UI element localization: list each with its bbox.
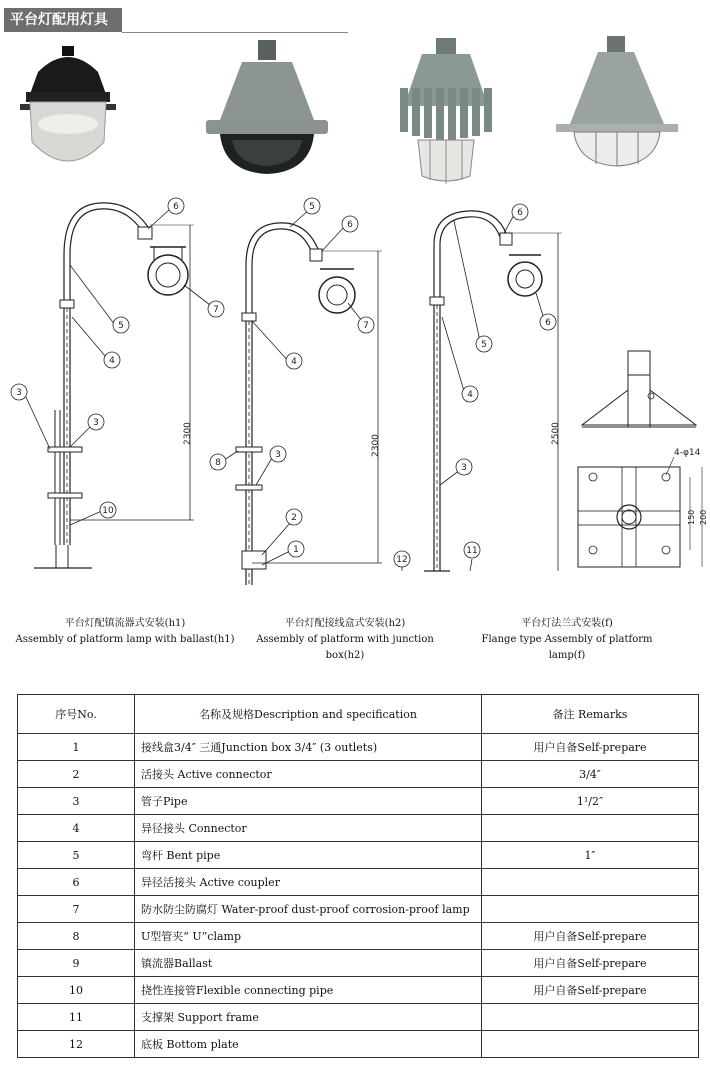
header-no: 序号No. [18, 695, 135, 734]
section-title-rule [122, 32, 348, 33]
svg-text:7: 7 [213, 305, 219, 315]
cell-remarks: 用户自备Self-prepare [482, 950, 699, 977]
svg-text:3: 3 [16, 388, 22, 398]
cell-remarks: 用户自备Self-prepare [482, 977, 699, 1004]
cell-no: 8 [18, 923, 135, 950]
cell-no: 11 [18, 1004, 135, 1031]
svg-text:7: 7 [363, 321, 369, 331]
table-row [18, 923, 699, 950]
svg-text:4: 4 [291, 357, 297, 367]
flange-dim-150: 150 [687, 509, 696, 525]
svg-text:3: 3 [275, 450, 281, 460]
height-label-h2: 2300 [371, 434, 381, 457]
cell-remarks [482, 815, 699, 842]
svg-text:4: 4 [467, 390, 473, 400]
diagram-junction-box-installation [236, 223, 382, 585]
cell-description: 底板 Bottom plate [135, 1031, 482, 1058]
table-row [18, 734, 699, 761]
table-row [18, 869, 699, 896]
cell-remarks [482, 896, 699, 923]
header-description: 名称及规格Description and specification [135, 695, 482, 734]
explosion-proof-lamp-black-icon [18, 42, 118, 182]
cell-description: U型管夹“ U”clamp [135, 923, 482, 950]
flange-hole-label: 4-φ14 [674, 448, 701, 458]
caption-ballast [10, 616, 240, 648]
installation-drawings [0, 185, 710, 585]
svg-text:12: 12 [396, 555, 408, 565]
cell-no: 10 [18, 977, 135, 1004]
cell-remarks [482, 1031, 699, 1058]
svg-text:5: 5 [118, 321, 124, 331]
table-row [18, 950, 699, 977]
caption-ballast-en: Assembly of platform lamp with ballast(h1) [15, 634, 235, 645]
svg-text:6: 6 [347, 220, 353, 230]
table-row [18, 842, 699, 869]
height-label-h1: 2300 [183, 422, 193, 445]
svg-text:6: 6 [545, 318, 551, 328]
callouts [11, 198, 556, 571]
explosion-proof-lamp-finned-icon [396, 36, 496, 186]
cell-description: 支撑架 Support frame [135, 1004, 482, 1031]
table-row [18, 977, 699, 1004]
table-header-row [18, 695, 699, 734]
parts-table [17, 694, 699, 1058]
caption-flange-zh: 平台灯法兰式安装(f) [521, 618, 613, 629]
cell-remarks: 用户自备Self-prepare [482, 923, 699, 950]
cell-description: 防水防尘防腐灯 Water-proof dust-proof corrosion-proof lamp [135, 896, 482, 923]
svg-text:6: 6 [173, 202, 179, 212]
cell-remarks: 1″ [482, 842, 699, 869]
svg-text:1: 1 [293, 545, 299, 555]
cell-description: 挠性连接管Flexible connecting pipe [135, 977, 482, 1004]
svg-text:5: 5 [309, 202, 315, 212]
header-remarks: 备注 Remarks [482, 695, 699, 734]
cell-no: 1 [18, 734, 135, 761]
table-row [18, 788, 699, 815]
table-row [18, 1004, 699, 1031]
cell-remarks [482, 1004, 699, 1031]
cell-no: 2 [18, 761, 135, 788]
explosion-proof-lamp-cage-icon [552, 36, 682, 170]
cell-description: 异径活接头 Active coupler [135, 869, 482, 896]
height-label-f: 2500 [551, 422, 561, 445]
cell-remarks: 1¹/2″ [482, 788, 699, 815]
cell-no: 7 [18, 896, 135, 923]
caption-flange [462, 616, 672, 664]
cell-no: 6 [18, 869, 135, 896]
cell-description: 活接头 Active connector [135, 761, 482, 788]
caption-junction-box-en: Assembly of platform with junction box(h2) [256, 634, 434, 661]
caption-ballast-zh: 平台灯配镇流器式安装(h1) [64, 618, 186, 629]
svg-text:2: 2 [291, 513, 297, 523]
table-row [18, 1031, 699, 1058]
callout-numbers [16, 202, 551, 565]
cell-description: 接线盒3/4″ 三通Junction box 3/4″ (3 outlets) [135, 734, 482, 761]
section-title: 平台灯配用灯具 [4, 8, 122, 32]
cell-remarks: 3/4″ [482, 761, 699, 788]
table-row [18, 896, 699, 923]
cell-no: 5 [18, 842, 135, 869]
cell-description: 异径接头 Connector [135, 815, 482, 842]
svg-text:6: 6 [517, 208, 523, 218]
cell-description: 管子Pipe [135, 788, 482, 815]
svg-text:5: 5 [481, 340, 487, 350]
caption-junction-box [240, 616, 450, 664]
svg-text:8: 8 [215, 458, 221, 468]
table-row [18, 761, 699, 788]
svg-text:3: 3 [93, 418, 99, 428]
cell-description: 镇流器Ballast [135, 950, 482, 977]
cell-no: 12 [18, 1031, 135, 1058]
cell-remarks: 用户自备Self-prepare [482, 734, 699, 761]
cell-no: 9 [18, 950, 135, 977]
cell-remarks [482, 869, 699, 896]
cell-no: 4 [18, 815, 135, 842]
cell-no: 3 [18, 788, 135, 815]
svg-text:11: 11 [466, 546, 478, 556]
explosion-proof-lamp-grey-dome-icon [202, 40, 332, 180]
caption-junction-box-zh: 平台灯配接线盒式安装(h2) [284, 618, 406, 629]
svg-text:4: 4 [109, 356, 115, 366]
caption-flange-en: Flange type Assembly of platform lamp(f) [481, 634, 653, 661]
svg-text:3: 3 [461, 463, 467, 473]
cell-description: 弯杆 Bent pipe [135, 842, 482, 869]
svg-text:10: 10 [102, 506, 114, 516]
table-row [18, 815, 699, 842]
flange-dim-200: 200 [699, 509, 708, 525]
